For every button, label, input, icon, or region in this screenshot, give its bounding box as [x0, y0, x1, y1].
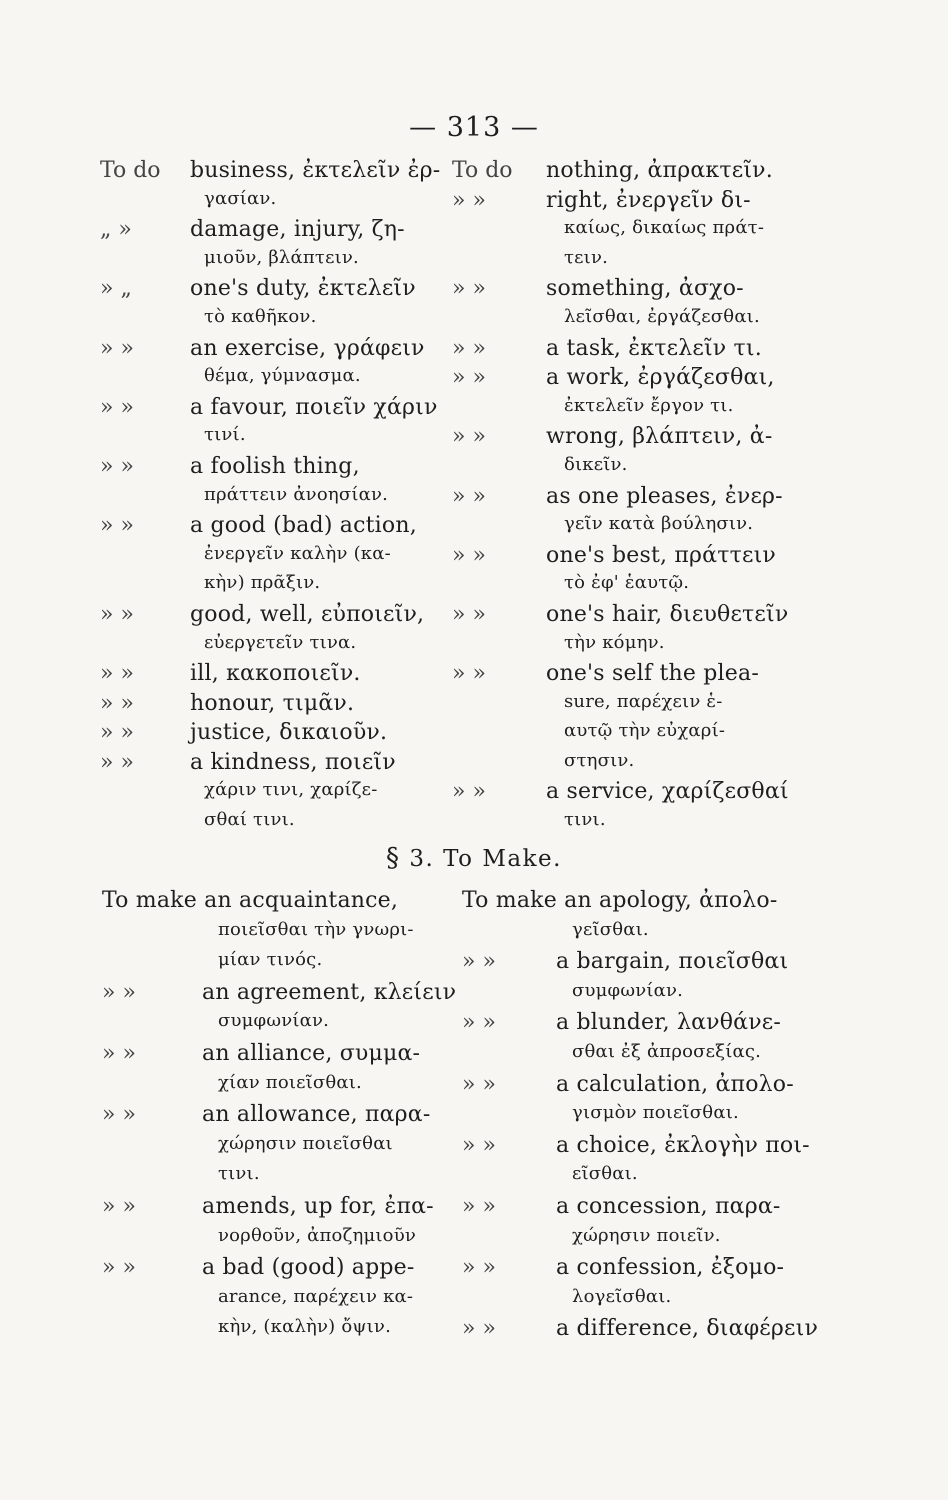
- dictionary-entry: [452, 602, 852, 632]
- dictionary-entry: [452, 484, 852, 514]
- entry-continuation-text: γεῖσθαι.: [572, 918, 649, 940]
- dictionary-entry: [102, 1102, 452, 1133]
- dictionary-entry: [452, 661, 852, 691]
- entry-continuation-text: καίως, δικαίως πράτ-: [564, 217, 765, 239]
- entry-continuation-text: εῖσθαι.: [572, 1163, 638, 1185]
- entry-text: To make an apology, ἀπολο-: [462, 888, 778, 913]
- entry-text: one's hair, διευθετεῖν: [546, 601, 789, 627]
- entry-continuation: [102, 919, 452, 950]
- page-number: — 313 —: [409, 112, 539, 143]
- entry-continuation: [452, 306, 852, 336]
- dictionary-entry: [100, 513, 440, 543]
- entry-continuation-text: πράττειν ἀνοησίαν.: [204, 483, 389, 505]
- entry-prefix: » »: [462, 1193, 496, 1219]
- dictionary-entry: [452, 336, 852, 366]
- entry-prefix: » »: [462, 1255, 496, 1281]
- entry-prefix: » »: [452, 661, 486, 687]
- dictionary-entry: [462, 1010, 862, 1041]
- dictionary-entry: [100, 750, 440, 780]
- entry-prefix: » »: [452, 187, 486, 213]
- entry-text: nothing, ἀπρακτεῖν.: [546, 158, 773, 183]
- entry-continuation-text: αυτῷ τὴν εὐχαρί-: [564, 720, 726, 742]
- entry-text: justice, δικαιοῦν.: [190, 720, 388, 746]
- entry-prefix: » »: [452, 779, 486, 805]
- entry-text: one's self the plea-: [546, 661, 759, 687]
- section-heading-text: 3. To Make.: [409, 846, 562, 872]
- dictionary-entry: [100, 454, 440, 484]
- section-symbol: §: [386, 843, 401, 873]
- entry-prefix: » »: [102, 1255, 136, 1281]
- entry-prefix: » »: [100, 601, 134, 627]
- entry-prefix: » »: [452, 483, 486, 509]
- entry-continuation: [102, 1225, 452, 1256]
- entry-text: a choice, ἐκλογὴν ποι-: [556, 1132, 810, 1158]
- entry-text: a calculation, ἀπολο-: [556, 1071, 794, 1097]
- entry-continuation: [462, 1286, 862, 1317]
- section-make-left-column: [102, 888, 457, 1347]
- entry-continuation: [452, 720, 852, 750]
- dictionary-entry: [102, 888, 452, 919]
- entry-continuation-text: γεῖν κατὰ βούλησιν.: [564, 513, 754, 535]
- entry-continuation-text: συμφωνίαν.: [572, 979, 684, 1001]
- entry-prefix: » »: [100, 453, 134, 479]
- entry-prefix: » »: [452, 276, 486, 302]
- entry-prefix: » »: [100, 513, 134, 539]
- entry-continuation: [100, 188, 440, 218]
- entry-continuation: [102, 1286, 452, 1317]
- entry-continuation-text: arance, παρέχειν κα-: [218, 1285, 414, 1307]
- entry-continuation: [452, 247, 852, 277]
- entry-text: a bargain, ποιεῖσθαι: [556, 949, 789, 975]
- entry-text: a confession, ἐξομο-: [556, 1255, 785, 1281]
- entry-continuation: [452, 632, 852, 662]
- entry-continuation: [462, 1225, 862, 1256]
- entry-continuation-text: λογεῖσθαι.: [572, 1285, 672, 1307]
- entry-text: damage, injury, ζη-: [190, 217, 405, 243]
- entry-continuation: [100, 424, 440, 454]
- entry-text: an alliance, συμμα-: [202, 1040, 421, 1066]
- entry-continuation: [100, 365, 440, 395]
- entry-continuation: [100, 632, 440, 662]
- entry-continuation-text: σθαι ἐξ ἀπροσεξίας.: [572, 1040, 762, 1062]
- entry-prefix: » »: [102, 979, 136, 1005]
- entry-continuation-text: δικεῖν.: [564, 453, 628, 475]
- entry-continuation: [100, 809, 440, 839]
- entry-continuation-text: θέμα, γύμνασμα.: [204, 365, 361, 387]
- dictionary-entry: [452, 424, 852, 454]
- entry-continuation-text: χώρησιν ποιεῖν.: [572, 1224, 721, 1246]
- dictionary-entry: [100, 158, 440, 188]
- entry-prefix: » »: [462, 1316, 496, 1342]
- entry-continuation: [452, 750, 852, 780]
- entry-continuation: [100, 543, 440, 573]
- entry-prefix: » »: [100, 661, 134, 687]
- dictionary-entry: [100, 217, 440, 247]
- entry-text: a service, χαρίζεσθαί: [546, 779, 789, 805]
- entry-prefix: » »: [462, 949, 496, 975]
- entry-continuation: [462, 980, 862, 1011]
- entry-text: wrong, βλάπτειν, ἀ-: [546, 424, 773, 450]
- entry-prefix: » »: [102, 1102, 136, 1128]
- entry-text: To make an acquaintance,: [102, 888, 399, 913]
- entry-text: good, well, εὐποιεῖν,: [190, 601, 425, 627]
- dictionary-entry: [100, 720, 440, 750]
- entry-text: a concession, παρα-: [556, 1193, 781, 1219]
- entry-continuation: [452, 513, 852, 543]
- entry-continuation-text: μιοῦν, βλάπτειν.: [204, 246, 359, 268]
- entry-continuation-text: ἐκτελεῖν ἔργον τι.: [564, 394, 734, 416]
- entry-continuation-text: νορθοῦν, ἀποζημιοῦν: [218, 1224, 417, 1246]
- entry-text: a difference, διαφέρειν: [556, 1316, 819, 1342]
- dictionary-entry: [452, 276, 852, 306]
- dictionary-entry: [102, 1255, 452, 1286]
- entry-continuation-text: σθαί τινι.: [204, 809, 295, 831]
- section-make-right-column: [462, 888, 862, 1347]
- entry-continuation: [462, 1163, 862, 1194]
- entry-continuation: [462, 919, 862, 950]
- entry-continuation-text: συμφωνίαν.: [218, 1010, 330, 1032]
- dictionary-entry: [102, 979, 457, 1011]
- entry-continuation: [462, 1102, 862, 1133]
- entry-prefix: » „: [100, 276, 132, 302]
- entry-text: a bad (good) appe-: [202, 1255, 415, 1281]
- entry-prefix: » »: [100, 335, 134, 361]
- entry-text: a blunder, λανθάνε-: [556, 1010, 782, 1036]
- entry-continuation: [452, 572, 852, 602]
- entry-continuation: [102, 1010, 452, 1041]
- dictionary-entry: [102, 1194, 452, 1225]
- entry-continuation: [452, 395, 852, 425]
- entry-prefix: » »: [100, 394, 134, 420]
- entry-continuation-text: χάριν τινι, χαρίζε-: [204, 779, 378, 801]
- entry-prefix: » »: [100, 720, 134, 746]
- entry-continuation-text: κὴν) πρᾶξιν.: [204, 572, 321, 594]
- entry-continuation: [452, 454, 852, 484]
- dictionary-entry: [100, 395, 440, 425]
- entry-continuation: [102, 949, 452, 980]
- section-do-right-column: [452, 158, 852, 839]
- entry-text: business, ἐκτελεῖν ἐρ-: [190, 158, 441, 183]
- dictionary-entry: [100, 336, 440, 366]
- entry-prefix: To do: [452, 158, 513, 183]
- dictionary-entry: [462, 1072, 862, 1103]
- entry-continuation: [102, 1133, 452, 1164]
- entry-prefix: » »: [452, 601, 486, 627]
- entry-text: as one pleases, ἐνερ-: [546, 483, 783, 509]
- dictionary-entry: [100, 691, 440, 721]
- entry-prefix: » »: [462, 1010, 496, 1036]
- dictionary-entry: [100, 661, 440, 691]
- entry-prefix: „ »: [100, 217, 132, 243]
- entry-continuation-text: χίαν ποιεῖσθαι.: [218, 1071, 362, 1093]
- entry-continuation-text: τινί.: [204, 424, 246, 446]
- entry-continuation-text: μίαν τινός.: [218, 949, 323, 971]
- entry-continuation: [452, 691, 852, 721]
- dictionary-entry: [452, 543, 852, 573]
- entry-continuation-text: γασίαν.: [204, 187, 277, 209]
- entry-continuation: [102, 1072, 452, 1103]
- dictionary-entry: [452, 365, 852, 395]
- entry-continuation-text: τινι.: [564, 809, 606, 831]
- entry-text: an exercise, γράφειν: [190, 335, 425, 361]
- entry-text: one's best, πράττειν: [546, 542, 776, 568]
- entry-text: amends, up for, ἐπα-: [202, 1193, 434, 1219]
- entry-continuation-text: εὐεργετεῖν τινα.: [204, 631, 357, 653]
- entry-prefix: » »: [102, 1040, 136, 1066]
- entry-text: an agreement, κλείειν: [202, 979, 457, 1005]
- dictionary-entry: [462, 1194, 862, 1225]
- entry-continuation: [462, 1041, 862, 1072]
- dictionary-entry: [462, 1133, 862, 1164]
- entry-continuation-text: τειν.: [564, 246, 609, 268]
- entry-prefix: » »: [100, 690, 134, 716]
- entry-continuation: [102, 1163, 452, 1194]
- entry-prefix: To do: [100, 158, 161, 183]
- dictionary-entry: [462, 949, 862, 980]
- entry-continuation-text: γισμὸν ποιεῖσθαι.: [572, 1102, 739, 1124]
- entry-continuation: [100, 484, 440, 514]
- entry-text: right, ἐνεργεῖν δι-: [546, 187, 751, 213]
- entry-continuation-text: χώρησιν ποιεῖσθαι: [218, 1132, 393, 1154]
- entry-continuation-text: λεῖσθαι, ἐργάζεσθαι.: [564, 305, 760, 327]
- entry-prefix: » »: [462, 1071, 496, 1097]
- entry-continuation-text: στησιν.: [564, 749, 635, 771]
- entry-text: a task, ἐκτελεῖν τι.: [546, 335, 762, 361]
- entry-text: a good (bad) action,: [190, 513, 417, 539]
- section-do-left-column: [100, 158, 440, 839]
- entry-continuation-text: τὴν κόμην.: [564, 631, 665, 653]
- entry-text: a work, ἐργάζεσθαι,: [546, 365, 775, 391]
- entry-text: one's duty, ἐκτελεῖν: [190, 276, 416, 302]
- entry-continuation-text: τινι.: [218, 1163, 260, 1185]
- entry-continuation: [100, 247, 440, 277]
- dictionary-entry: [102, 1041, 452, 1072]
- entry-continuation-text: τὸ ἐφ' ἑαυτῷ.: [564, 572, 690, 594]
- entry-continuation: [100, 779, 440, 809]
- dictionary-entry: [462, 1316, 862, 1347]
- dictionary-entry: [100, 276, 440, 306]
- entry-prefix: » »: [462, 1132, 496, 1158]
- entry-continuation: [100, 572, 440, 602]
- entry-prefix: » »: [452, 424, 486, 450]
- entry-prefix: » »: [100, 749, 134, 775]
- entry-text: something, ἀσχο-: [546, 276, 744, 302]
- entry-prefix: » »: [452, 542, 486, 568]
- entry-continuation-text: τὸ καθῆκον.: [204, 305, 317, 327]
- entry-text: a foolish thing,: [190, 453, 360, 479]
- entry-continuation-text: κὴν, (καλὴν) ὄψιν.: [218, 1316, 392, 1338]
- entry-continuation-text: ἐνεργεῖν καλὴν (κα-: [204, 542, 391, 564]
- entry-continuation: [452, 217, 852, 247]
- entry-text: ill, κακοποιεῖν.: [190, 661, 361, 687]
- section-heading-to-make: [0, 843, 948, 873]
- entry-continuation: [102, 1316, 452, 1347]
- dictionary-entry: [452, 188, 852, 218]
- entry-continuation-text: sure, παρέχειν ἑ-: [564, 690, 723, 712]
- entry-continuation: [100, 306, 440, 336]
- dictionary-entry: [462, 888, 862, 919]
- entry-prefix: » »: [452, 365, 486, 391]
- entry-prefix: » »: [452, 335, 486, 361]
- entry-continuation: [452, 809, 852, 839]
- entry-text: honour, τιμᾶν.: [190, 690, 355, 716]
- entry-text: a kindness, ποιεῖν: [190, 749, 396, 775]
- dictionary-entry: [462, 1255, 862, 1286]
- dictionary-entry: [452, 158, 852, 188]
- entry-text: a favour, ποιεῖν χάριν: [190, 394, 438, 420]
- entry-text: an allowance, παρα-: [202, 1102, 431, 1128]
- dictionary-entry: [452, 779, 852, 809]
- entry-continuation-text: ποιεῖσθαι τὴν γνωρι-: [218, 918, 414, 940]
- entry-prefix: » »: [102, 1193, 136, 1219]
- dictionary-entry: [100, 602, 440, 632]
